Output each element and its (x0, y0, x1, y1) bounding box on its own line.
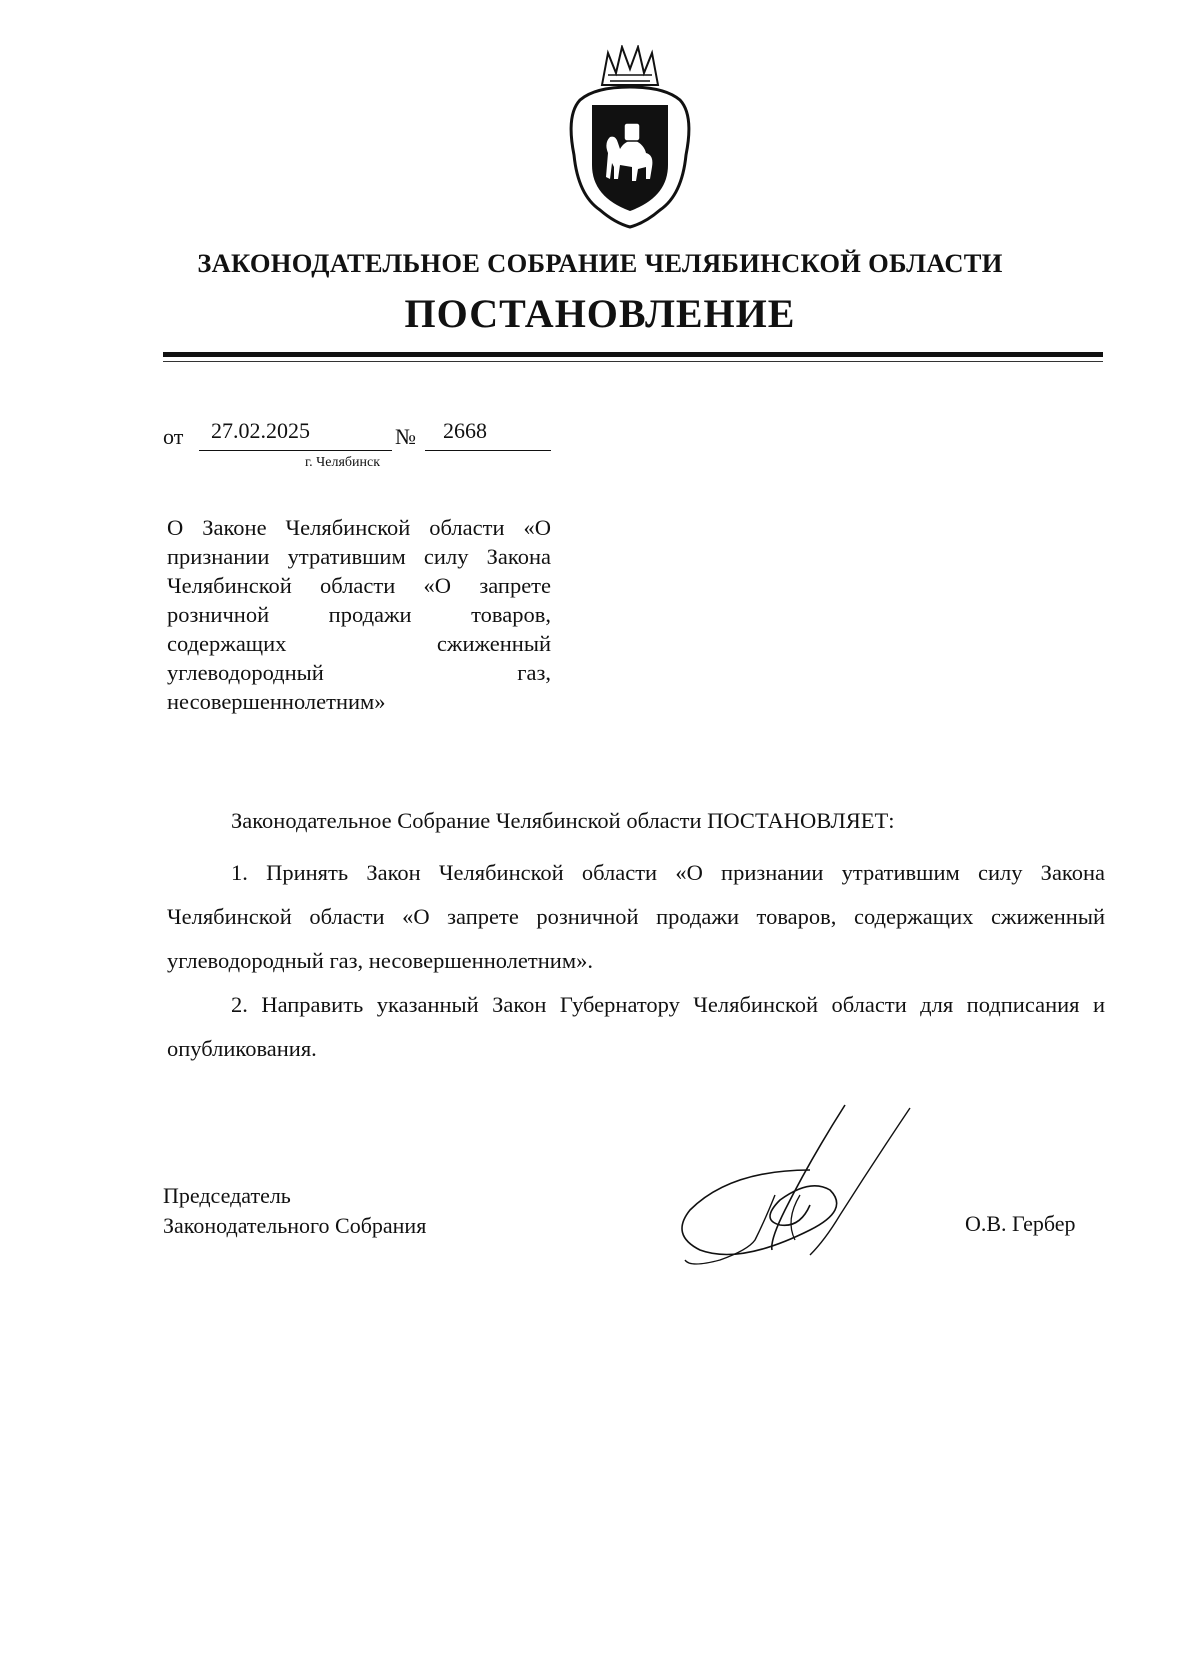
document-subject: О Законе Челябинской области «О признании утратившим силу Закона Челябинской области «О запрете розничной продажи товаров, содержащих сжиженный углеводородный газ, несовершеннолетним» (167, 515, 551, 714)
from-label: от (163, 424, 184, 449)
resolution-body (167, 799, 1105, 1071)
signer-position (163, 1181, 426, 1241)
signer-position-line2: Законодательного Собрания (163, 1213, 427, 1238)
document-number: 2668 (443, 418, 487, 443)
resolution-item-2: 2. Направить указанный Закон Губернатору Челябинской области для подписания и опубликования. (167, 992, 1105, 1061)
preamble: Законодательное Собрание Челябинской области ПОСТАНОВЛЯЕТ: (231, 808, 895, 833)
header-divider-thin (163, 361, 1103, 362)
city-label: г. Челябинск (305, 455, 381, 470)
resolution-item-1: 1. Принять Закон Челябинской области «О признании утратившим силу Закона Челябинской области «О запрете розничной продажи товаров, содержащих сжиженный углеводородный газ, несовершеннолетним». (167, 860, 1105, 973)
handwritten-signature (660, 1100, 920, 1270)
header-divider-thick (163, 352, 1103, 357)
date-field (199, 414, 392, 451)
signer-position-line1: Председатель (163, 1183, 291, 1208)
signer-name: О.В. Гербер (965, 1211, 1076, 1236)
coat-of-arms-icon (560, 45, 700, 230)
document-date: 27.02.2025 (211, 418, 310, 443)
number-label: № (395, 424, 416, 449)
date-number-row (163, 414, 563, 454)
number-field (425, 414, 551, 451)
document-type-title: ПОСТАНОВЛЕНИЕ (404, 291, 796, 336)
organization-title: ЗАКОНОДАТЕЛЬНОЕ СОБРАНИЕ ЧЕЛЯБИНСКОЙ ОБЛАСТИ (197, 248, 1003, 278)
